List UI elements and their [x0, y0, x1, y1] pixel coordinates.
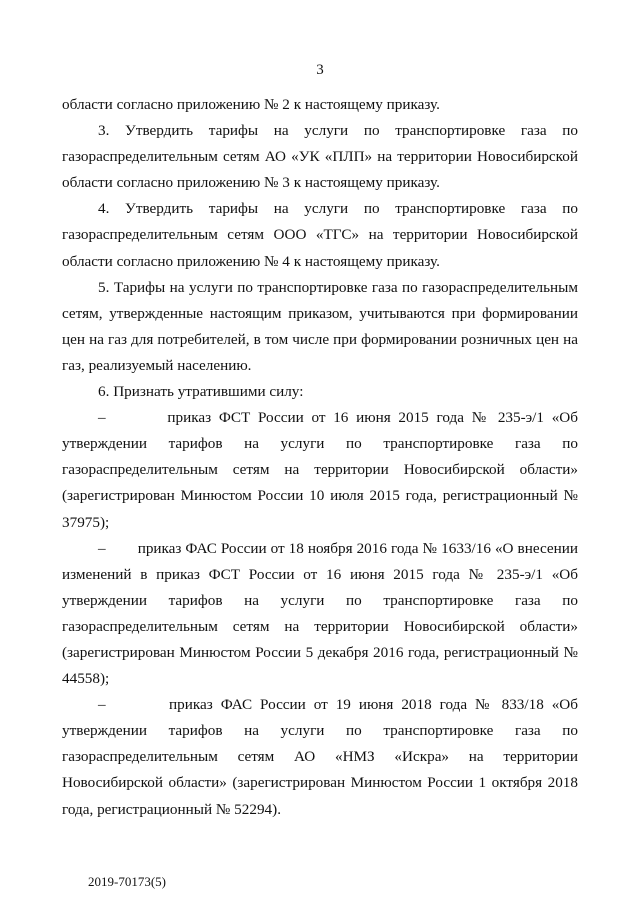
dash-marker: – [98, 409, 106, 427]
dash-marker: – [98, 539, 106, 557]
page-number: 3 [316, 62, 324, 78]
repealed-order-3 [62, 692, 578, 822]
paragraph-6: 6. Признать утратившими силу: [98, 383, 304, 401]
paragraph-2-end: области согласно приложению № 2 к настоящему приказу. [62, 96, 440, 113]
document-body [62, 92, 578, 823]
repealed-order-text: приказ ФАС России от 19 июня 2018 года № 833/18 «Об утверждении тарифов на услуги по транспортировке газа по газораспределительным сетям АО «НМЗ «Искра» на территории Новосибирской области» (зарегистрирован Минюстом России 1 октября 2018 года, регистрационный № 52294). [62, 696, 579, 818]
paragraph-4: 4. Утвердить тарифы на услуги по транспортировке газа по газораспределительным сетям ООО «ТГС» на территории Новосибирской области согласно приложению № 4 к настоящему приказу. [62, 200, 578, 270]
repealed-order-text: приказ ФАС России от 18 ноября 2016 года № 1633/16 «О внесении изменений в приказ ФСТ России от 16 июня 2015 года № 235-э/1 «Об утверждении тарифов на услуги по транспортировке газа по газораспределительным сетям на территории Новосибирской области» (зарегистрирован Минюстом России 5 декабря 2016 года, регистрационный № 44558); [62, 539, 579, 688]
repealed-order-text: приказ ФСТ России от 16 июня 2015 года № 235-э/1 «Об утверждении тарифов на услуги по транспортировке газа по газораспределительным сетям на территории Новосибирской области» (зарегистрирован Минюстом России 10 июля 2015 года, регистрационный № 37975); [62, 409, 579, 531]
dash-marker: – [98, 696, 106, 714]
document-code: 2019-70173(5) [88, 874, 166, 889]
repealed-order-1 [62, 405, 578, 535]
repealed-order-2 [62, 536, 578, 693]
paragraph-5: 5. Тарифы на услуги по транспортировке газа по газораспределительным сетям, утвержденные настоящим приказом, учитываются при формировании цен на газ для потребителей, в том числе при формировании розничных цен на газ, реализуемый населению. [62, 278, 578, 374]
paragraph-3: 3. Утвердить тарифы на услуги по транспортировке газа по газораспределительным сетям АО «УК «ПЛП» на территории Новосибирской области согласно приложению № 3 к настоящему приказу. [62, 122, 578, 192]
